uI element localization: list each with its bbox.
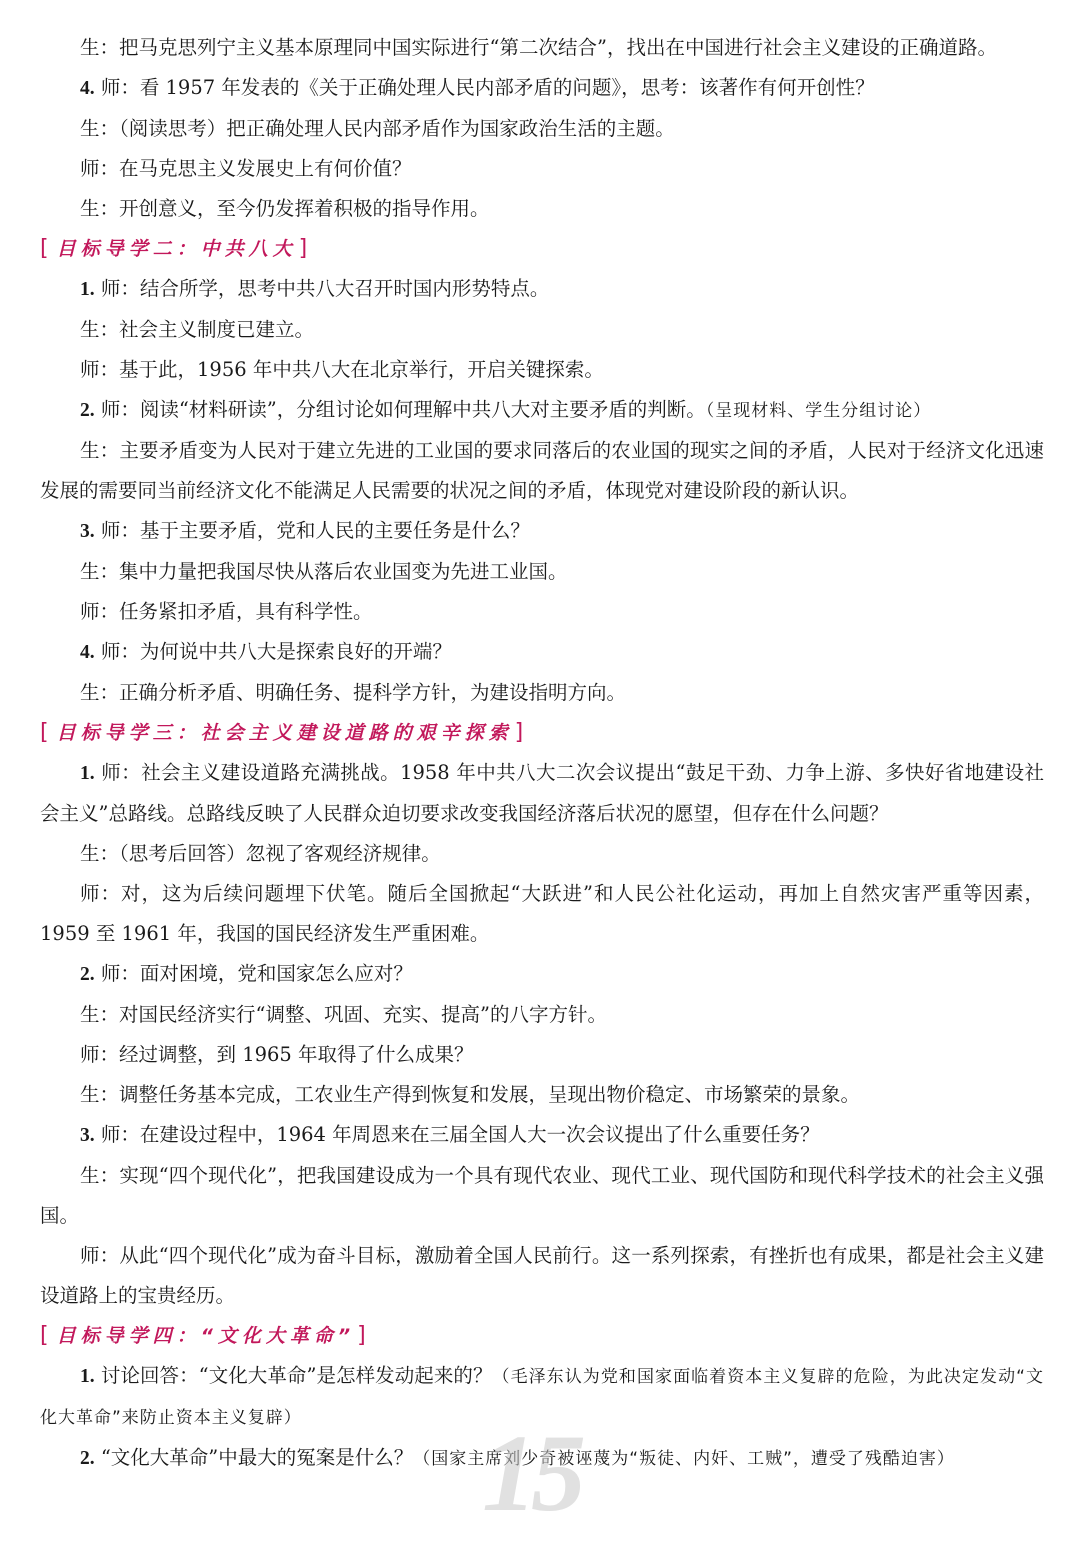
section-heading-4 bbox=[40, 1316, 1044, 1356]
paragraph-group-a bbox=[40, 28, 1044, 229]
paragraph-note: （国家主席刘少奇被诬蔑为“叛徒、内奸、工贼”，遭受了残酷迫害） bbox=[413, 1449, 955, 1469]
document-page bbox=[40, 28, 1044, 1479]
paragraph: 生：实现“四个现代化”，把我国建设成为一个具有现代农业、现代工业、现代国防和现代科学技术的社会主义强国。 bbox=[40, 1164, 1044, 1227]
item-number: 2. bbox=[80, 964, 95, 985]
paragraph: 4. 师：为何说中共八大是探索良好的开端？ bbox=[80, 640, 452, 663]
bracket-close: ] bbox=[357, 1323, 366, 1348]
paragraph: 师：在马克思主义发展史上有何价值？ bbox=[80, 157, 412, 180]
paragraph: 2. 师：面对困境，党和国家怎么应对？ bbox=[80, 962, 413, 985]
bracket-close: ] bbox=[514, 720, 524, 745]
bracket-open: [ bbox=[40, 720, 49, 745]
paragraph: 生：对国民经济实行“调整、巩固、充实、提高”的八字方针。 bbox=[80, 1003, 607, 1026]
item-number: 4. bbox=[80, 642, 95, 663]
paragraph: 师：任务紧扣矛盾，具有科学性。 bbox=[80, 600, 373, 623]
paragraph: 生：正确分析矛盾、明确任务、提科学方针，为建设指明方向。 bbox=[80, 681, 627, 704]
paragraph: 师：经过调整，到 1965 年取得了什么成果？ bbox=[80, 1043, 474, 1066]
item-number: 3. bbox=[80, 1125, 95, 1146]
section-heading-2 bbox=[40, 229, 1044, 269]
paragraph: 生：主要矛盾变为人民对于建立先进的工业国的要求同落后的农业国的现实之间的矛盾，人民对于经济文化迅速发展的需要同当前经济文化不能满足人民需要的状况之间的矛盾，体现党对建设阶段的新认识。 bbox=[40, 439, 1044, 502]
item-number: 1. bbox=[80, 279, 95, 300]
section-title: 目标导学四：“文化大革命” bbox=[56, 1325, 356, 1347]
section-heading-3 bbox=[40, 713, 1044, 753]
paragraph: 2. 师：阅读“材料研读”，分组讨论如何理解中共八大对主要矛盾的判断。（呈现材料、学生分组讨论） bbox=[80, 398, 932, 421]
paragraph: 生：社会主义制度已建立。 bbox=[80, 318, 315, 341]
paragraph: 3. 师：在建设过程中，1964 年周恩来在三届全国人大一次会议提出了什么重要任务？ bbox=[80, 1123, 820, 1146]
paragraph: 生：（阅读思考）把正确处理人民内部矛盾作为国家政治生活的主题。 bbox=[80, 117, 675, 140]
paragraph-group-c bbox=[40, 753, 1044, 1316]
bracket-close: ] bbox=[298, 236, 308, 261]
bracket-open: [ bbox=[40, 236, 49, 261]
paragraph: 生：开创意义，至今仍发挥着积极的指导作用。 bbox=[80, 197, 490, 220]
paragraph: 1. 师：社会主义建设道路充满挑战。1958 年中共八大二次会议提出“鼓足干劲、力争上游、多快好省地建设社会主义”总路线。总路线反映了人民群众迫切要求改变我国经济落后状况的愿望，但存在什么问题？ bbox=[40, 761, 1044, 825]
paragraph: 生：调整任务基本完成，工农业生产得到恢复和发展，呈现出物价稳定、市场繁荣的景象。 bbox=[80, 1083, 861, 1106]
paragraph: 师：对，这为后续问题埋下伏笔。随后全国掀起“大跃进”和人民公社化运动，再加上自然灾害严重等因素，1959 至 1961 年，我国的国民经济发生严重困难。 bbox=[40, 882, 1044, 945]
paragraph: 1. 讨论回答：“文化大革命”是怎样发动起来的？（毛泽东认为党和国家面临着资本主义复辟的危险，为此决定发动“文化大革命”来防止资本主义复辟） bbox=[40, 1364, 1044, 1428]
paragraph: 生：把马克思列宁主义基本原理同中国实际进行“第二次结合”，找出在中国进行社会主义建设的正确道路。 bbox=[80, 36, 997, 59]
section-title: 目标导学三：社会主义建设道路的艰辛探索 bbox=[56, 722, 513, 744]
section-title: 目标导学二：中共八大 bbox=[56, 238, 297, 260]
paragraph: 2. “文化大革命”中最大的冤案是什么？（国家主席刘少奇被诬蔑为“叛徒、内奸、工贼”，遭受了残酷迫害） bbox=[80, 1446, 955, 1469]
page-number: 15 bbox=[482, 1412, 580, 1534]
item-number: 1. bbox=[80, 763, 95, 784]
paragraph: 1. 师：结合所学，思考中共八大召开时国内形势特点。 bbox=[80, 277, 550, 300]
item-number: 3. bbox=[80, 521, 95, 542]
paragraph: 师：从此“四个现代化”成为奋斗目标，激励着全国人民前行。这一系列探索，有挫折也有成果，都是社会主义建设道路上的宝贵经历。 bbox=[40, 1244, 1044, 1307]
paragraph: 生：（思考后回答）忽视了客观经济规律。 bbox=[80, 842, 441, 865]
paragraph: 生：集中力量把我国尽快从落后农业国变为先进工业国。 bbox=[80, 560, 568, 583]
paragraph-group-b bbox=[40, 269, 1044, 713]
paragraph-note: （呈现材料、学生分组讨论） bbox=[705, 401, 932, 421]
paragraph: 师：基于此，1956 年中共八大在北京举行，开启关键探索。 bbox=[80, 358, 604, 381]
item-number: 1. bbox=[80, 1366, 95, 1387]
paragraph: 3. 师：基于主要矛盾，党和人民的主要任务是什么？ bbox=[80, 519, 530, 542]
paragraph-note: （毛泽东认为党和国家面临着资本主义复辟的危险，为此决定发动“文化大革命”来防止资本主义复辟） bbox=[40, 1367, 1044, 1428]
paragraph: 4. 师：看 1957 年发表的《关于正确处理人民内部矛盾的问题》，思考：该著作有何开创性？ bbox=[80, 76, 875, 99]
item-number: 4. bbox=[80, 78, 95, 99]
item-number: 2. bbox=[80, 1448, 95, 1469]
bracket-open: [ bbox=[40, 1323, 49, 1348]
item-number: 2. bbox=[80, 400, 95, 421]
